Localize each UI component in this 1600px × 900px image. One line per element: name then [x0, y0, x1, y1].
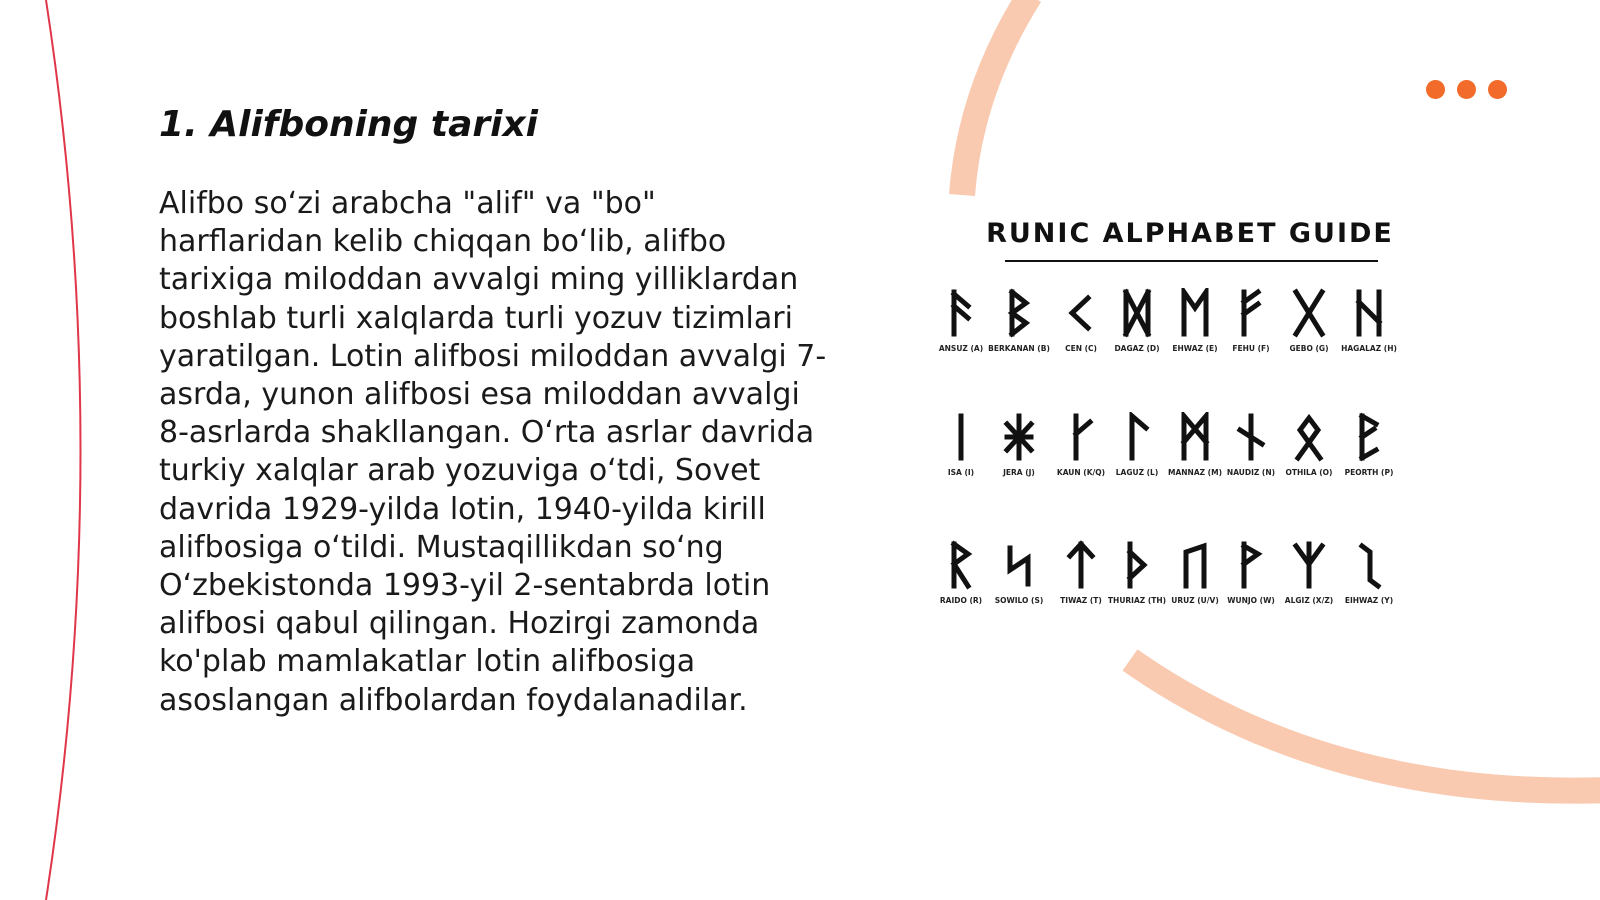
- rune-tiwaz-icon: [1062, 540, 1100, 590]
- slide-body-text: Alifbo so‘zi arabcha "alif" va "bo" harflaridan kelib chiqqan bo‘lib, alifbo tarixiga miloddan avvalgi ming yilliklardan boshlab turli xalqlarda turli yozuv tizimlari yaratilgan. Lotin alifbosi miloddan avvalgi 7-asrda, yunon alifbosi esa miloddan avvalgi 8-asrlarda shakllangan. O‘rta asrlar davrida turkiy xalqlar arab yozuviga o‘tdi, Sovet davrida 1929-yilda lotin, 1940-yilda kirill alifbosiga o‘tildi. Mustaqillikdan so‘ng O‘zbekistonda 1993-yil 2-sentabrda lotin alifbosi qabul qilingan. Hozirgi zamonda ko'plab mamlakatlar lotin alifbosiga asoslangan alifbolardan foydalanadilar.: [159, 186, 827, 718]
- dot-2: [1457, 80, 1476, 99]
- dot-1: [1426, 80, 1445, 99]
- rune-ansuz: [928, 288, 994, 353]
- rune-laguz: [1104, 412, 1170, 477]
- runic-guide-underline: [1005, 260, 1378, 262]
- rune-hagalaz-icon: [1350, 288, 1388, 338]
- rune-label: BERKANAN (B): [988, 344, 1050, 353]
- rune-label: CEN (C): [1065, 344, 1097, 353]
- rune-berkanan: [986, 288, 1052, 353]
- rune-kaun-icon: [1062, 412, 1100, 462]
- rune-label: GEBO (G): [1289, 344, 1329, 353]
- rune-naudiz-icon: [1232, 412, 1270, 462]
- rune-label: LAGUZ (L): [1115, 468, 1159, 477]
- rune-uruz-icon: [1176, 540, 1214, 590]
- rune-dagaz: [1104, 288, 1170, 353]
- rune-eihwaz: [1336, 540, 1402, 605]
- rune-label: NAUDIZ (N): [1226, 468, 1276, 477]
- rune-naudiz: [1218, 412, 1284, 477]
- bottom-arc: [1130, 660, 1600, 791]
- rune-jera: [986, 412, 1052, 477]
- rune-cen-icon: [1062, 288, 1100, 338]
- rune-thuriaz: [1104, 540, 1170, 605]
- rune-label: KAUN (K/Q): [1056, 468, 1106, 477]
- rune-label: WUNJO (W): [1227, 596, 1275, 605]
- rune-peorth: [1336, 412, 1402, 477]
- rune-label: EIHWAZ (Y): [1344, 596, 1394, 605]
- rune-label: THURIAZ (TH): [1107, 596, 1167, 605]
- rune-jera-icon: [1000, 412, 1038, 462]
- left-edge-curve: [46, 0, 81, 900]
- rune-label: ALGIZ (X/Z): [1284, 596, 1334, 605]
- rune-mannaz-icon: [1176, 412, 1214, 462]
- rune-berkanan-icon: [1000, 288, 1038, 338]
- rune-othila: [1276, 412, 1342, 477]
- rune-wunjo: [1218, 540, 1284, 605]
- rune-raido: [928, 540, 994, 605]
- runic-guide-title: RUNIC ALPHABET GUIDE: [986, 218, 1394, 249]
- rune-algiz: [1276, 540, 1342, 605]
- rune-label: ANSUZ (A): [938, 344, 984, 353]
- rune-thuriaz-icon: [1118, 540, 1156, 590]
- rune-label: SOWILO (S): [994, 596, 1044, 605]
- rune-eihwaz-icon: [1350, 540, 1388, 590]
- rune-peorth-icon: [1350, 412, 1388, 462]
- runic-alphabet-guide-image: [938, 210, 1450, 630]
- rune-label: DAGAZ (D): [1114, 344, 1160, 353]
- rune-algiz-icon: [1290, 540, 1328, 590]
- menu-dots: [1426, 80, 1507, 99]
- rune-label: OTHILA (O): [1285, 468, 1333, 477]
- rune-raido-icon: [942, 540, 980, 590]
- rune-label: RAIDO (R): [939, 596, 983, 605]
- rune-fehu-icon: [1232, 288, 1270, 338]
- rune-label: MANNAZ (M): [1168, 468, 1222, 477]
- rune-label: EHWAZ (E): [1172, 344, 1218, 353]
- rune-label: PEORTH (P): [1344, 468, 1394, 477]
- rune-ehwaz-icon: [1176, 288, 1214, 338]
- rune-isa-icon: [942, 412, 980, 462]
- rune-ansuz-icon: [942, 288, 980, 338]
- rune-laguz-icon: [1118, 412, 1156, 462]
- rune-label: HAGALAZ (H): [1341, 344, 1397, 353]
- rune-label: URUZ (U/V): [1171, 596, 1219, 605]
- slide-title: 1. Alifboning tarixi: [159, 104, 539, 145]
- rune-label: FEHU (F): [1232, 344, 1270, 353]
- rune-gebo-icon: [1290, 288, 1328, 338]
- rune-hagalaz: [1336, 288, 1402, 353]
- rune-dagaz-icon: [1118, 288, 1156, 338]
- rune-gebo: [1276, 288, 1342, 353]
- rune-label: TIWAZ (T): [1060, 596, 1102, 605]
- rune-sowilo: [986, 540, 1052, 605]
- rune-label: ISA (I): [947, 468, 975, 477]
- top-arc: [962, 0, 1030, 195]
- rune-sowilo-icon: [1000, 540, 1038, 590]
- dot-3: [1488, 80, 1507, 99]
- rune-othila-icon: [1290, 412, 1328, 462]
- rune-wunjo-icon: [1232, 540, 1270, 590]
- rune-label: JERA (J): [1003, 468, 1035, 477]
- rune-fehu: [1218, 288, 1284, 353]
- rune-isa: [928, 412, 994, 477]
